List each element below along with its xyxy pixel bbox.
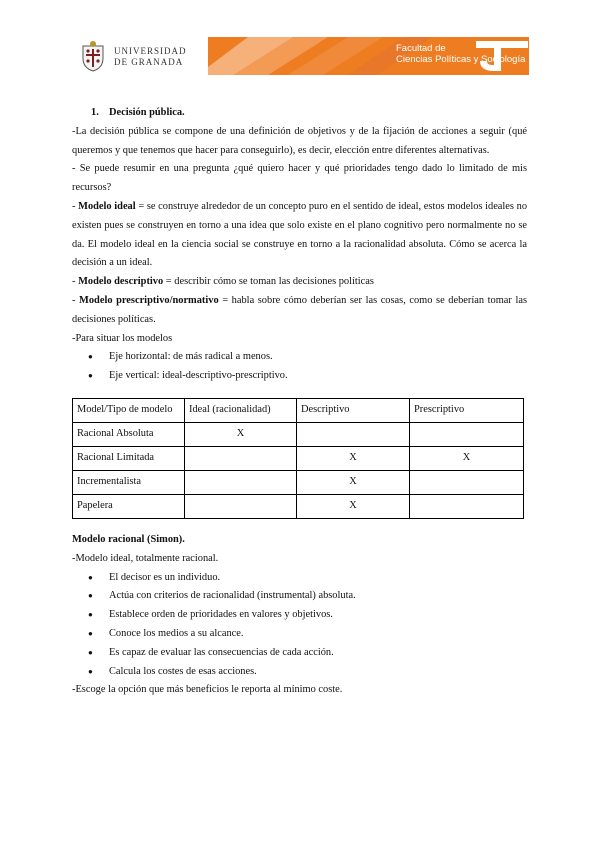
section-heading: Modelo racional (Simon).: [72, 533, 185, 545]
table-cell: Racional Absoluta: [73, 422, 185, 446]
list-item: ● El decisor es un individuo.: [72, 569, 527, 588]
list-item: ● Es capaz de evaluar las consecuencias de cada acción.: [72, 644, 527, 663]
table-cell: [185, 494, 297, 518]
term: Modelo descriptivo: [78, 276, 164, 288]
page-header: [0, 0, 600, 80]
bullet-list: [72, 348, 527, 386]
paragraph-modelo-descriptivo: - Modelo descriptivo = describir cómo se toman las decisiones políticas: [72, 276, 374, 288]
paragraph-modelo-prescriptivo: - Modelo prescriptivo/normativo = habla sobre cómo deberían ser las cosas, como se deberían tomar las decisiones políticas.: [72, 294, 527, 325]
paragraph-modelo-ideal: - Modelo ideal = se construye alrededor de un concepto puro en el sentido de ideal, estos modelos ideales no existen pues se construyen en torno a una idea que solo existe en el plano cognitivo pero normalmente no se da. El modelo ideal en la ciencia social se construye en torno a la racionalidad absoluta. Cómo se acerca la decisión a un ideal.: [72, 200, 528, 269]
list-item: ● Actúa con criterios de racionalidad (instrumental) absoluta.: [72, 587, 527, 606]
paragraph: -La decisión pública se compone de una definición de objetivos y de la fijación de acciones a seguir (qué queremos y que tenemos que hacer para conseguirlo), es decir, elección entre diferentes alternativas.: [72, 125, 527, 156]
table-cell: [410, 494, 524, 518]
table-cell: X: [297, 494, 410, 518]
bullet-list: [72, 569, 527, 682]
table-cell: X: [297, 446, 410, 470]
table-row: [73, 494, 524, 518]
table-row: [73, 470, 524, 494]
table-header-cell: Model/Tipo de modelo: [73, 398, 185, 422]
section-heading: 1. Decisión pública.: [91, 107, 185, 118]
paragraph: -Modelo ideal, totalmente racional.: [72, 552, 219, 564]
faculty-name: Facultad de Ciencias Políticas y Sociología: [396, 43, 526, 65]
university-crest-icon: [80, 40, 106, 72]
paragraph: - Se puede resumir en una pregunta ¿qué quiero hacer y qué prioridades tengo dado lo limitado de mis recursos?: [72, 163, 527, 194]
table-header-cell: Descriptivo: [297, 398, 410, 422]
models-table: [72, 398, 524, 519]
table-cell: Incrementalista: [73, 470, 185, 494]
university-name: UNIVERSIDAD DE GRANADA: [114, 46, 187, 67]
list-item: ● Eje vertical: ideal-descriptivo-prescriptivo.: [72, 367, 527, 386]
table-header-cell: Prescriptivo: [410, 398, 524, 422]
term: Modelo prescriptivo/normativo: [79, 294, 219, 306]
table-row: [73, 446, 524, 470]
table-cell: X: [297, 470, 410, 494]
table-cell: [410, 422, 524, 446]
table-cell: X: [185, 422, 297, 446]
document-body: [72, 104, 527, 700]
table-cell: [410, 470, 524, 494]
paragraph: -Escoge la opción que más beneficios le reporta al mínimo coste.: [72, 684, 343, 696]
paragraph: -Para situar los modelos: [72, 332, 173, 344]
list-item: ● Eje horizontal: de más radical a menos.: [72, 348, 527, 367]
table-cell: Racional Limitada: [73, 446, 185, 470]
term: Modelo ideal: [78, 200, 136, 212]
table-cell: Papelera: [73, 494, 185, 518]
table-cell: [185, 470, 297, 494]
table-header-row: [73, 398, 524, 422]
list-item: ● Establece orden de prioridades en valores y objetivos.: [72, 606, 527, 625]
table-header-cell: Ideal (racionalidad): [185, 398, 297, 422]
table-cell: X: [410, 446, 524, 470]
list-item: ● Conoce los medios a su alcance.: [72, 625, 527, 644]
table-cell: [185, 446, 297, 470]
table-row: [73, 422, 524, 446]
table-cell: [297, 422, 410, 446]
list-item: ● Calcula los costes de esas acciones.: [72, 663, 527, 682]
